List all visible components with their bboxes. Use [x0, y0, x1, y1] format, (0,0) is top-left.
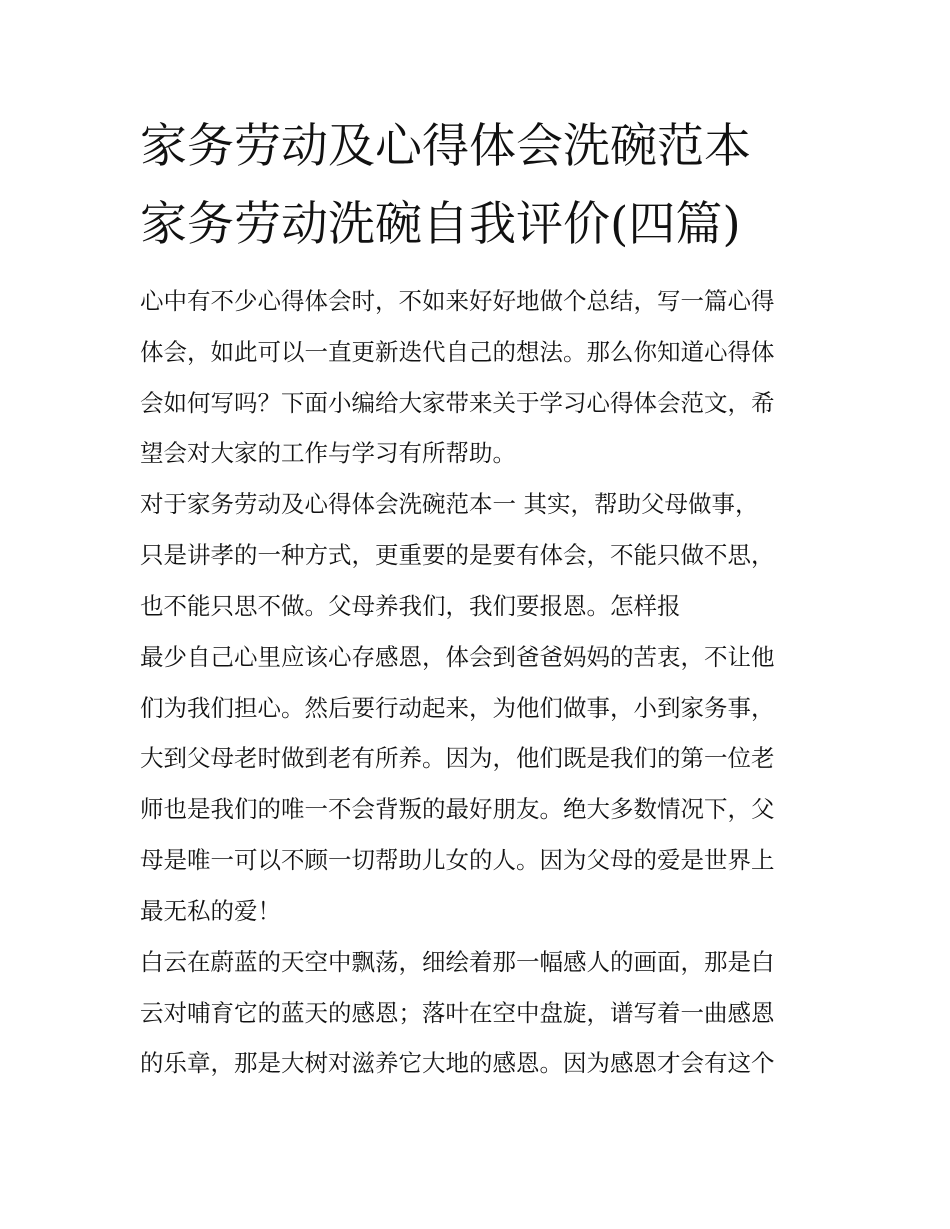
- body-line-3: 会如何写吗？下面小编给大家带来关于学习心得体会范文，希: [140, 389, 775, 417]
- body-line-12: 母是唯一可以不顾一切帮助儿女的人。因为父母的爱是世界上: [140, 846, 775, 874]
- body-line-6: 只是讲孝的一种方式，更重要的是要有体会，不能只做不思，: [140, 541, 775, 569]
- body-line-11: 师也是我们的唯一不会背叛的最好朋友。绝大多数情况下，父: [140, 795, 775, 823]
- body-line-1: 心中有不少心得体会时，不如来好好地做个总结，写一篇心得: [140, 287, 775, 315]
- body-line-10: 大到父母老时做到老有所养。因为，他们既是我们的第一位老: [140, 744, 775, 772]
- body-line-4: 望会对大家的工作与学习有所帮助。: [140, 439, 516, 467]
- body-line-2: 体会，如此可以一直更新迭代自己的想法。那么你知道心得体: [140, 338, 775, 366]
- body-line-15: 云对哺育它的蓝天的感恩；落叶在空中盘旋，谱写着一曲感恩: [140, 999, 775, 1027]
- body-line-16: 的乐章，那是大树对滋养它大地的感恩。因为感恩才会有这个: [140, 1049, 775, 1077]
- body-line-8: 最少自己心里应该心存感恩，体会到爸爸妈妈的苦衷，不让他: [140, 643, 775, 671]
- document-title-line-2: 家务劳动洗碗自我评价(四篇): [140, 197, 741, 252]
- body-line-9: 们为我们担心。然后要行动起来，为他们做事，小到家务事，: [140, 694, 775, 722]
- document-title-line-1: 家务劳动及心得体会洗碗范本: [140, 119, 751, 174]
- body-line-14: 白云在蔚蓝的天空中飘荡，细绘着那一幅感人的画面，那是白: [140, 948, 775, 976]
- body-line-7: 也不能只思不做。父母养我们，我们要报恩。怎样报: [140, 592, 681, 620]
- body-line-5: 对于家务劳动及心得体会洗碗范本一 其实，帮助父母做事，: [140, 490, 759, 518]
- body-line-13: 最无私的爱！: [140, 897, 281, 925]
